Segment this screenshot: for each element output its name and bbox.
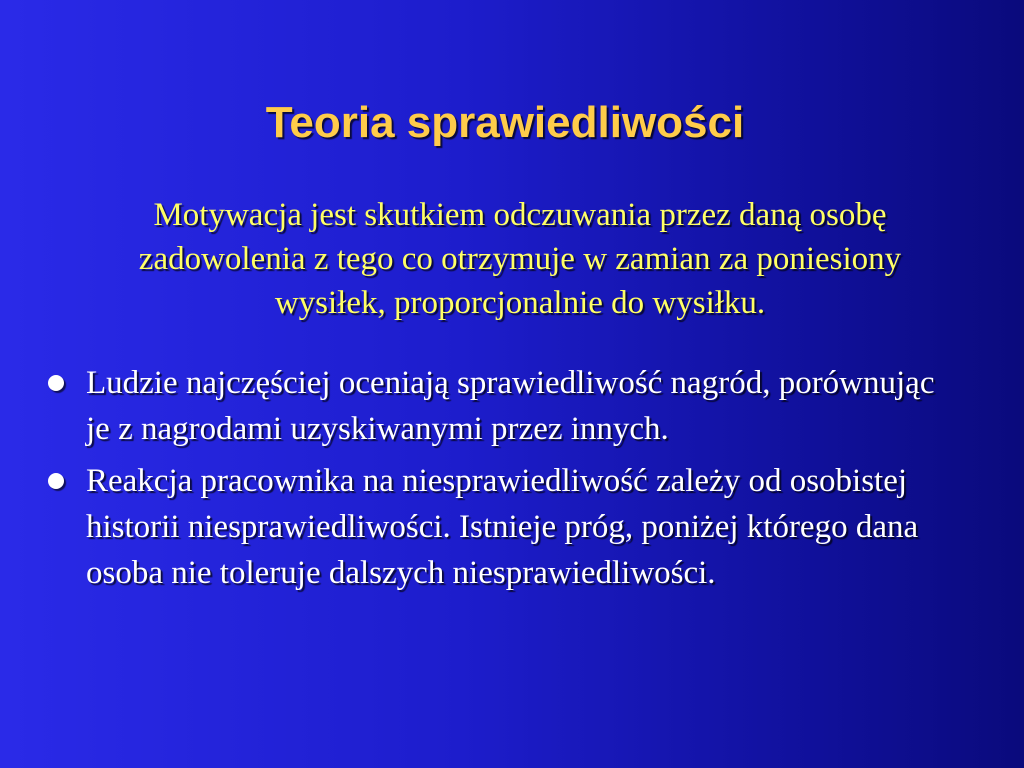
bullet-item: [48, 458, 958, 596]
lead-paragraph: Motywacja jest skutkiem odczuwania przez daną osobę zadowolenia z tego co otrzymuje w zamian za poniesiony wysiłek, proporcjonalnie do wysiłku.: [138, 197, 902, 321]
bullet-dot-icon: [48, 375, 64, 391]
bullet-item: [48, 360, 958, 452]
bullet-text: Ludzie najczęściej oceniają sprawiedliwość nagród, porównując je z nagrodami uzyskiwanymi przez innych.: [86, 365, 935, 447]
slide-title: Teoria sprawiedliwości: [265, 98, 745, 148]
bullet-text: Reakcja pracownika na niesprawiedliwość zależy od osobistej historii niesprawiedliwości. Istnieje próg, poniżej którego dana osoba nie toleruje dalszych niesprawiedliwości.: [86, 463, 919, 591]
bullet-dot-icon: [48, 473, 64, 489]
bullet-list: [48, 360, 958, 602]
